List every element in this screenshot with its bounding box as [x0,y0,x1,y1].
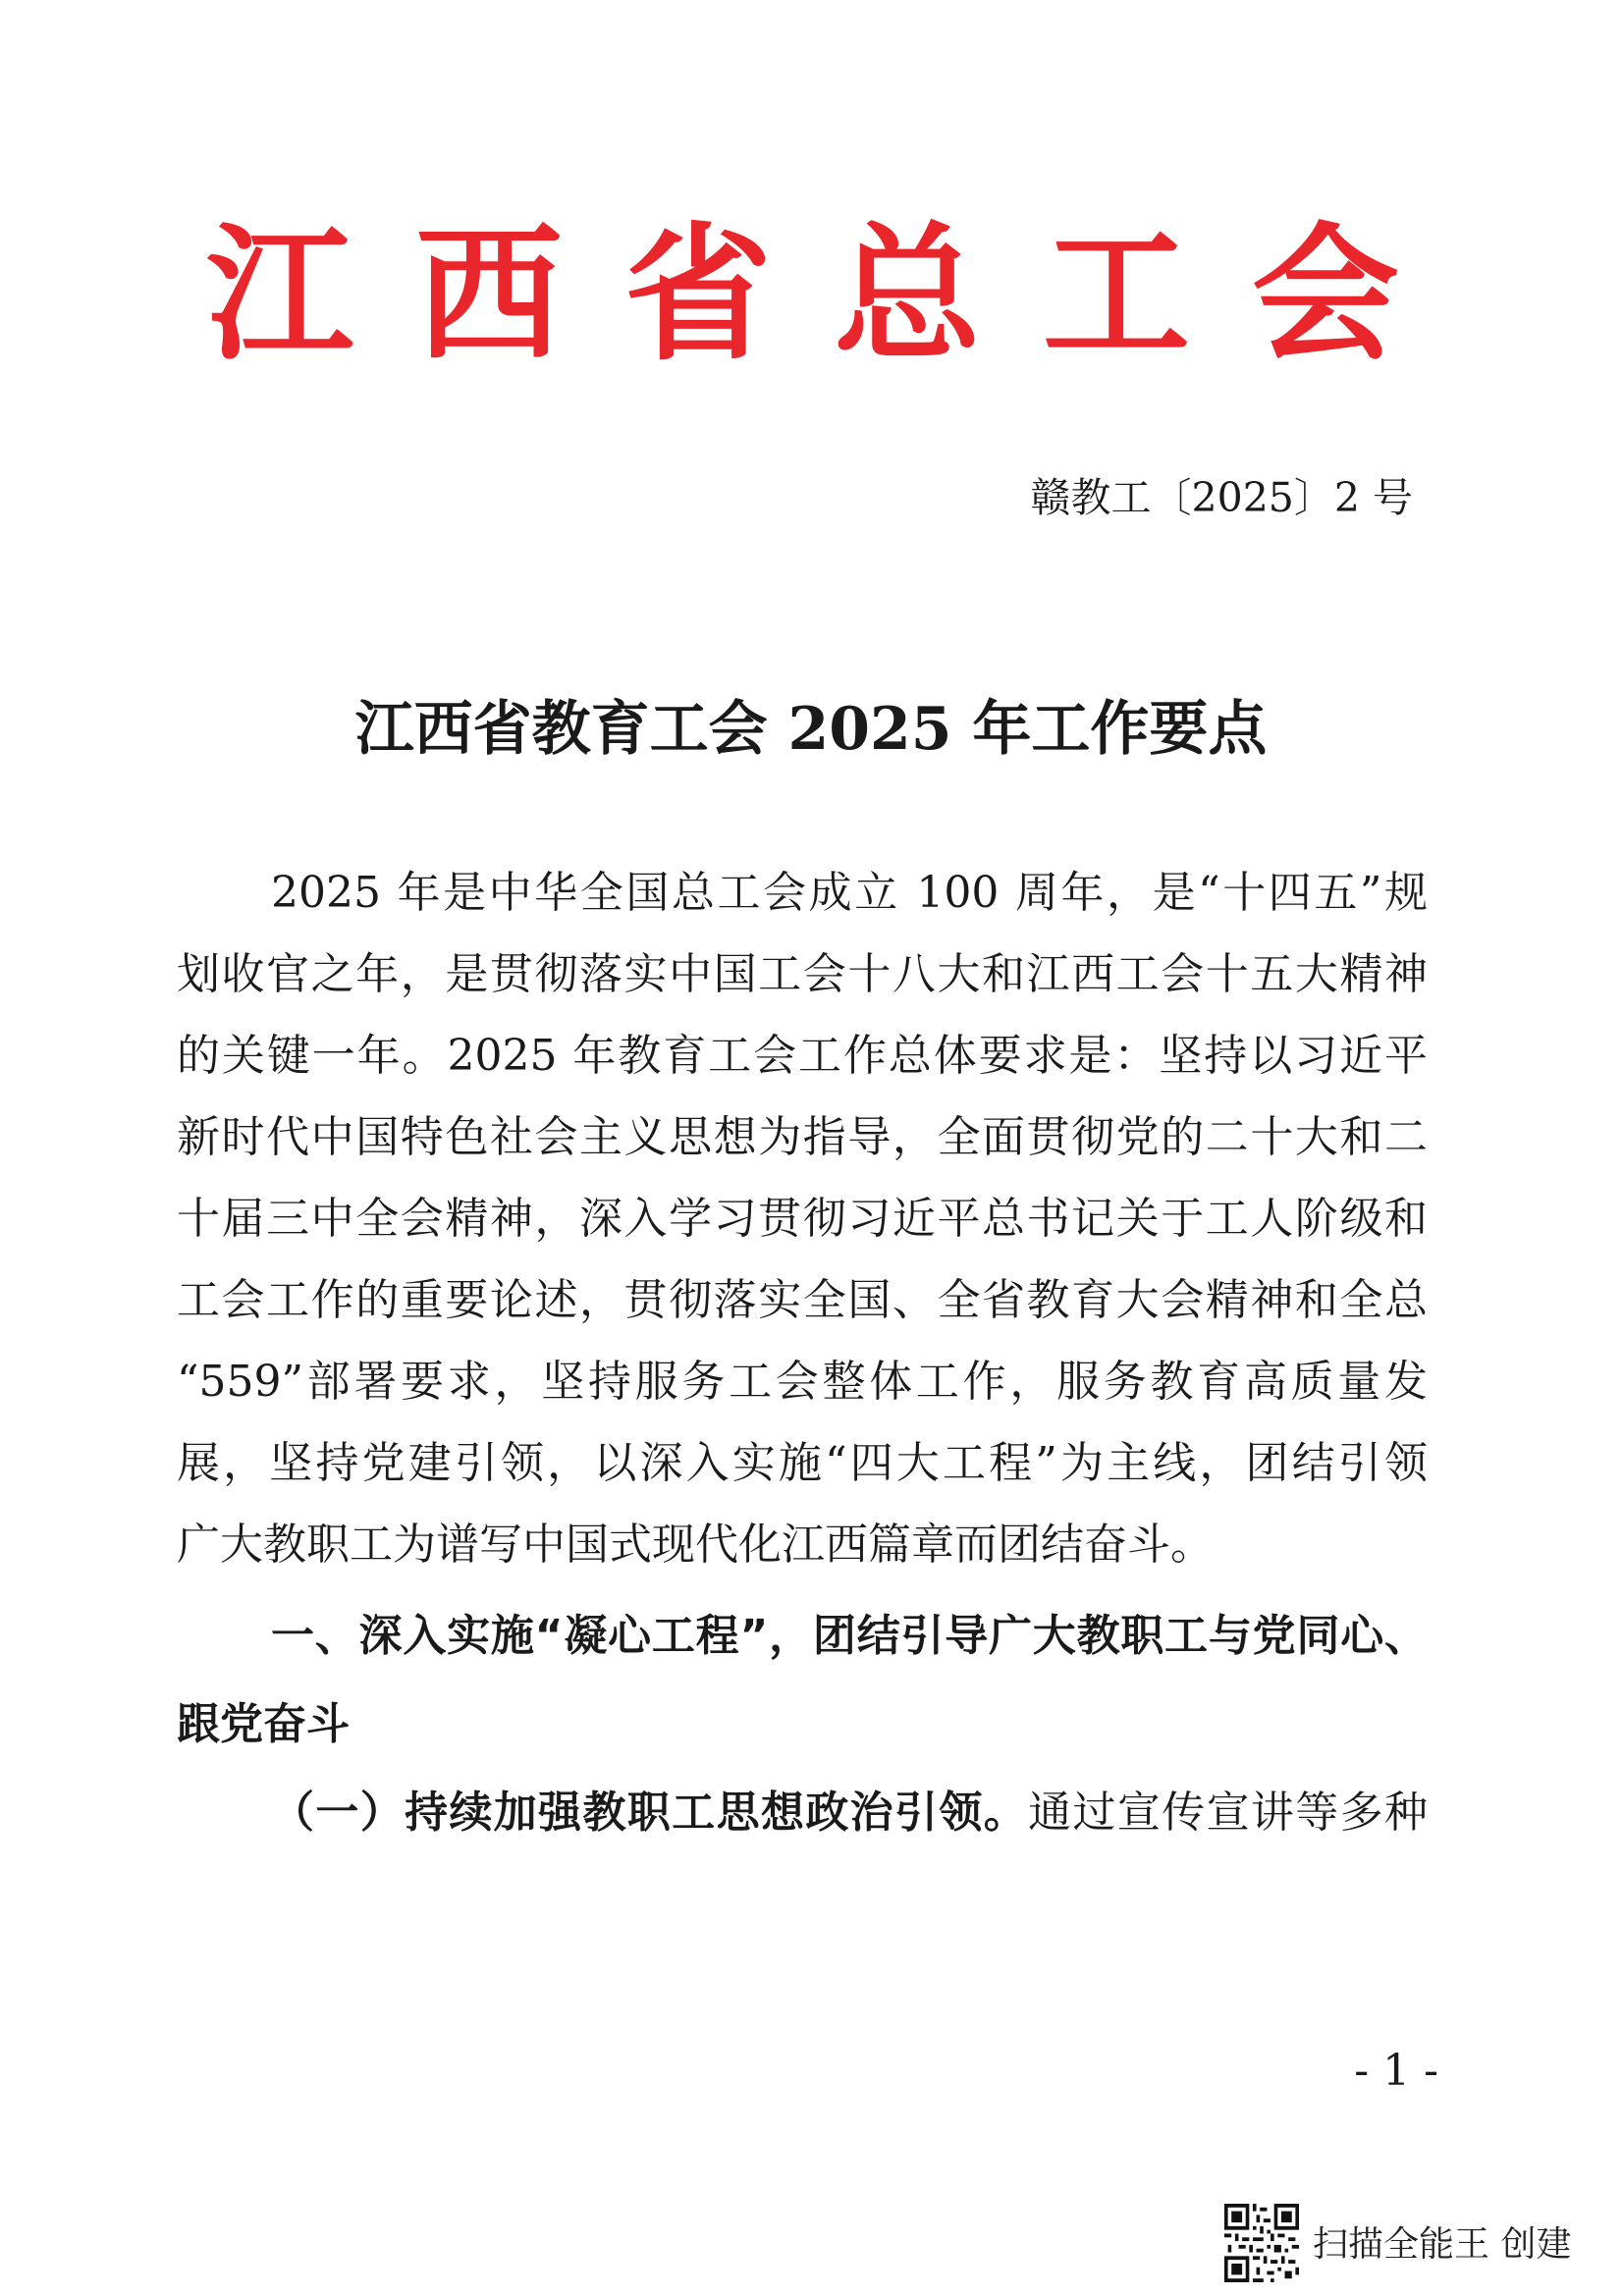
intro-line: 展，坚持党建引领，以深入实施“四大工程”为主线，团结引领 [177,1438,1428,1488]
subsection-text: 通过宣传宣讲等多种 [1028,1788,1429,1838]
intro-line: 广大教职工为谱写中国式现代化江西篇章而团结奋斗。 [177,1520,1214,1570]
scanner-watermark-label: 扫描全能王 创建 [1313,2224,1572,2265]
intro-line: “559”部署要求，坚持服务工会整体工作，服务教育高质量发 [177,1357,1428,1407]
subsection-heading: （一）持续加强教职工思想政治引领。 [271,1788,1029,1838]
intro-line: 十届三中全会精神，深入学习贯彻习近平总书记关于工人阶级和 [177,1194,1428,1244]
qr-code-icon [1224,2204,1299,2282]
intro-line: 划收官之年，是贯彻落实中国工会十八大和江西工会十五大精神 [177,949,1428,999]
intro-paragraph [177,852,1428,1585]
intro-line: 新时代中国特色社会主义思想为指导，全面贯彻党的二十大和二 [177,1112,1428,1162]
section-heading-line: 跟党奋斗 [177,1699,350,1749]
letterhead-org-name: 江西省总工会 [206,208,1462,381]
intro-line: 的关键一年。2025 年教育工会工作总体要求是：坚持以习近平 [177,1031,1428,1081]
page-number: - 1 - [1354,2046,1438,2096]
document-number: 赣教工〔2025〕2 号 [1030,474,1413,521]
intro-line: 工会工作的重要论述，贯彻落实全国、全省教育大会精神和全总 [177,1275,1428,1325]
section-1 [177,1592,1428,1857]
document-title: 江西省教育工会 2025 年工作要点 [354,695,1268,764]
section-heading-line: 一、深入实施“凝心工程”，团结引导广大教职工与党同心、 [271,1611,1428,1661]
intro-line: 2025 年是中华全国总工会成立 100 周年，是“十四五”规 [271,868,1428,918]
subsection-1-line [177,1769,1428,1857]
